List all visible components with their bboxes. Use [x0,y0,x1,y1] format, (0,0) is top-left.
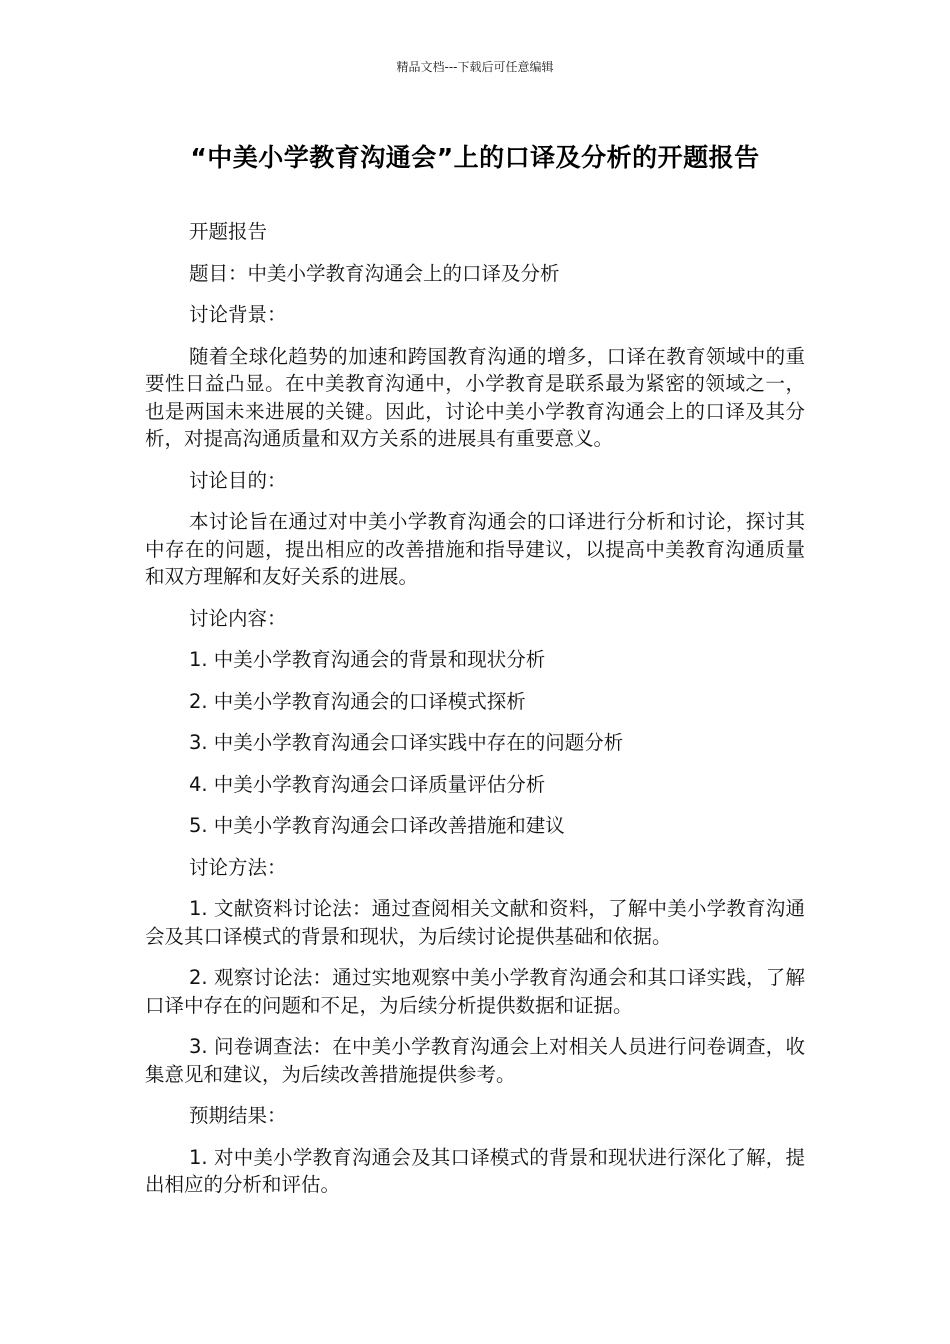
paragraph-report-heading: 开题报告 [189,220,268,243]
heading-expected-results: 预期结果： [189,1104,287,1127]
list-item-method-2: 2. 观察讨论法：通过实地观察中美小学教育沟通会和其口译实践，了解口译中存在的问题和不足，为后续分析提供数据和证据。 [145,966,805,1017]
list-item-content-4: 4. 中美小学教育沟通会口译质量评估分析 [189,772,546,796]
document-title: “中美小学教育沟通会”上的口译及分析的开题报告 [190,143,760,172]
heading-content: 讨论内容： [189,606,287,630]
list-item-content-1: 1. 中美小学教育沟通会的背景和现状分析 [189,648,546,671]
list-item-method-3: 3. 问卷调查法：在中美小学教育沟通会上对相关人员进行问卷调查，收集意见和建议，为后续改善措施提供参考。 [145,1035,805,1086]
list-item-content-3: 3. 中美小学教育沟通会口译实践中存在的问题分析 [189,731,624,754]
heading-background: 讨论背景： [189,303,287,326]
heading-purpose: 讨论目的： [189,468,287,492]
paragraph-background: 随着全球化趋势的加速和跨国教育沟通的增多，口译在教育领域中的重要性日益凸显。在中美教育沟通中，小学教育是联系最为紧密的领域之一，也是两国未来进展的关键。因此，讨论中美小学教育沟通会上的口译及其分析，对提高沟通质量和双方关系的进展具有重要意义。 [145,344,805,450]
paragraph-topic: 题目：中美小学教育沟通会上的口译及分析 [189,261,560,285]
header-note: 精品文档---下载后可任意编辑 [396,60,554,74]
document-body [145,218,805,1213]
heading-methods: 讨论方法： [189,855,287,879]
list-item-content-2: 2. 中美小学教育沟通会的口译模式探析 [189,689,526,713]
paragraph-purpose: 本讨论旨在通过对中美小学教育沟通会的口译进行分析和讨论，探讨其中存在的问题，提出相应的改善措施和指导建议，以提高中美教育沟通质量和双方理解和友好关系的进展。 [145,510,805,588]
list-item-result-1: 1. 对中美小学教育沟通会及其口译模式的背景和现状进行深化了解，提出相应的分析和评估。 [145,1145,805,1196]
list-item-method-1: 1. 文献资料讨论法：通过查阅相关文献和资料，了解中美小学教育沟通会及其口译模式的背景和现状，为后续讨论提供基础和依据。 [145,897,805,948]
list-item-content-5: 5. 中美小学教育沟通会口译改善措施和建议 [189,814,565,837]
